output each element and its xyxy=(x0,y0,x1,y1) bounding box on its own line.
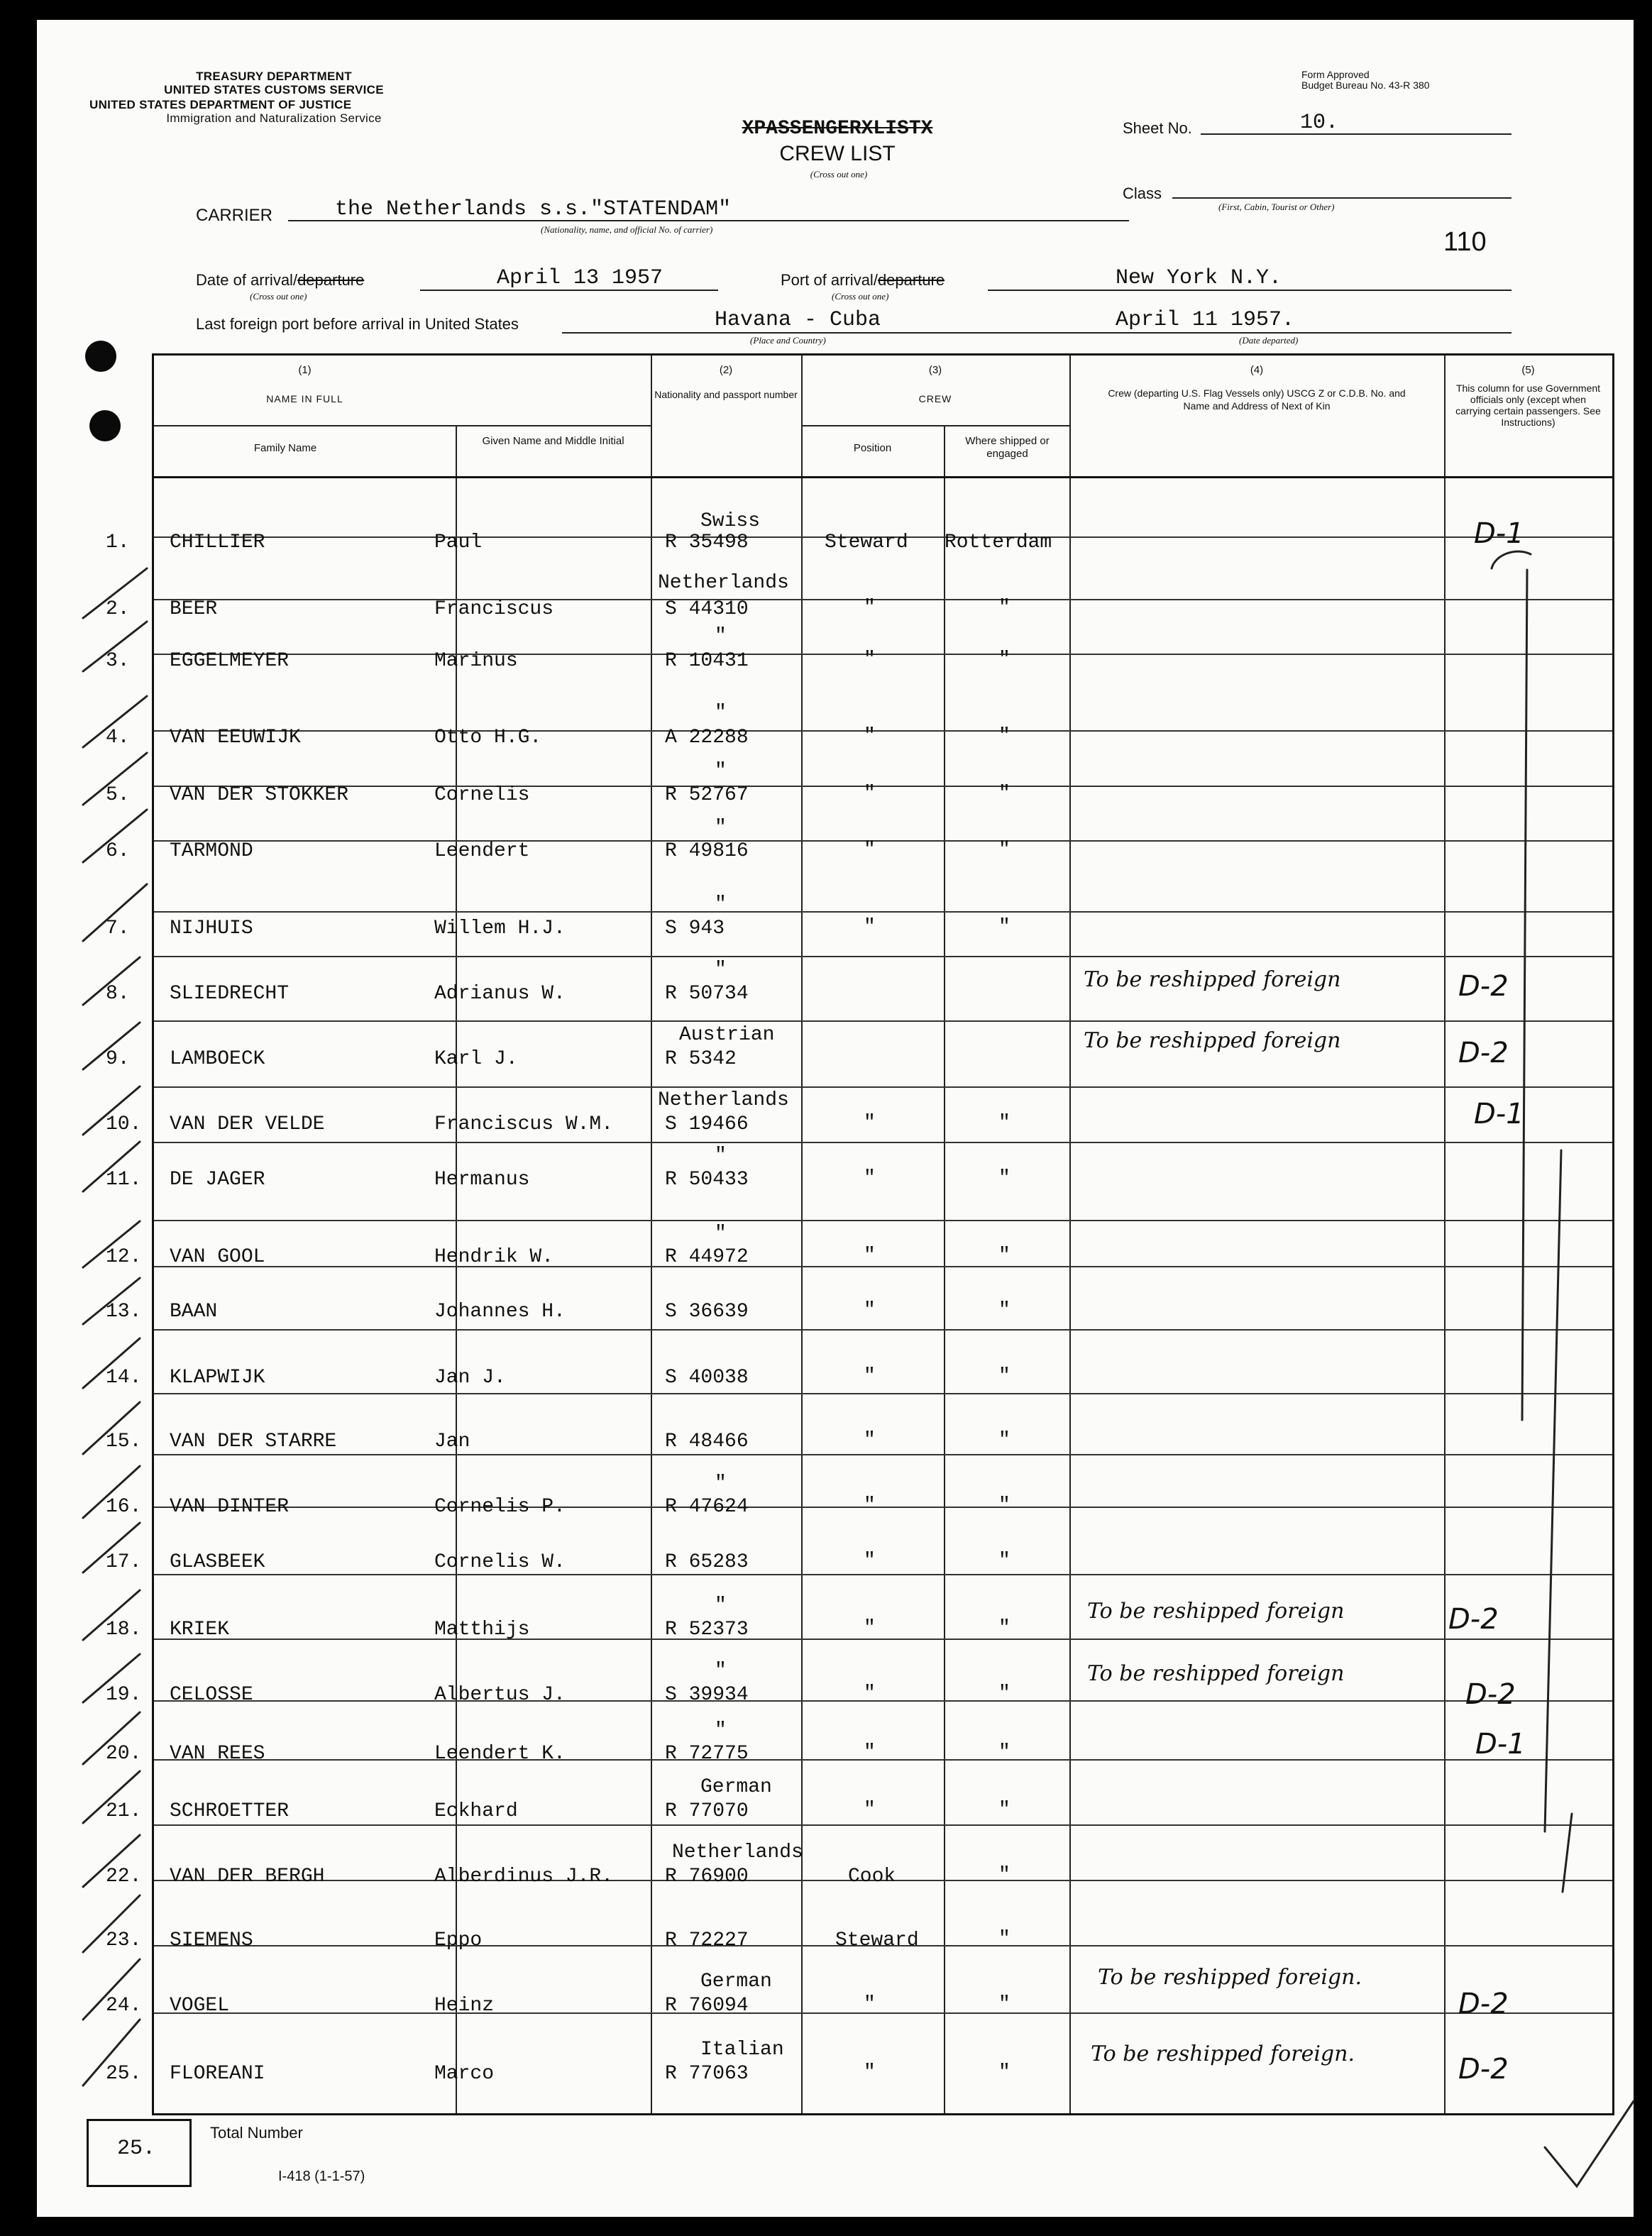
sheet-no-label: Sheet No. xyxy=(1123,119,1192,137)
form-title: CREW LIST xyxy=(779,142,896,165)
port-of-arrival-label: Port of arrival/departure xyxy=(781,271,945,289)
port-of-arrival-value: New York N.Y. xyxy=(1116,266,1282,290)
place-caption: (Place and Country) xyxy=(750,335,826,346)
where-shipped-header: Where shipped or engaged xyxy=(965,435,1050,460)
col4-header: (4) Crew (departing U.S. Flag Vessels only) USCG Z or C.D.B. No. and Name and Address of Next of Kin xyxy=(1108,364,1406,412)
ins-label: Immigration and Naturalization Service xyxy=(166,111,382,125)
col2-header: (2) Nationality and passport number xyxy=(654,364,798,400)
date-cross-caption: (Cross out one) xyxy=(250,291,307,302)
port-cross-caption: (Cross out one) xyxy=(832,291,889,302)
carrier-caption: (Nationality, name, and official No. of carrier) xyxy=(541,224,713,235)
date-departed-value: April 11 1957. xyxy=(1116,308,1295,332)
treasury-label: TREASURY DEPARTMENT xyxy=(196,70,352,83)
crew-table: (1) NAME IN FULL Family Name Given Name and Middle Initial (2) Nationality and passport number (3) CREW Position Where shipped or engaged (4) Crew (departing U.S. Flag Vessels only) USCG Z or C.D.B. No. and Name and Address of Next of Kin (5) This column for use Government officials only (except when carrying certain passengers. See Instructions) 1. CHILLIER Paul Swiss R 35498 Steward Rotterdam D-1 2. BEER Franciscus Netherlands S 44310 " " 3. EGGELMEYER Marinus " R 10431 " " 4. VAN EEUWIJK Otto H.G. " A 22288 " " 5. VAN DER STOKKER Cornelis " R 52767 " " 6. TARMOND Leendert " R 49816 " " 7. NIJHUIS Willem H.J. " S 943 " " 8. SLIEDRECHT Adrianus W. " R 50734 To be reshipped foreign D-2 9. LAMBOECK Karl J. Austrian R 5342 To be reshipped foreign D-2 10. VAN DER VELDE Franciscus W.M. Netherlands S 19466 " " D-1 11. DE JAGER Hermanus " R 50433 " " 12. VAN GOOL Hendrik W. " R 44972 " " 13. BAAN Johannes H. S 36639 " " 14. KLAPWIJK Jan J. S 40038 " " 15. VAN DER STARRE Jan R 48466 " " 16. VAN DINTER Cornelis P. " R 47624 " " 17. GLASBEEK Cornelis W. R 65283 " " 18. KRIEK Matthijs " R 52373 " " To be reshipped foreign D-2 19. CELOSSE Albertus J. " S 39934 " " To be reshipped foreign D-2 20. VAN REES Leendert K. " R 72775 " " D-1 21. SCHROETTER Eckhard German R 77070 " " 22. VAN DER BERGH Alberdinus J.R. Netherlands R 76900 Cook " 23. SIEMENS Eppo R 72227 Steward " 24. VOGEL Heinz German R 76094 " " To be reshipped foreign. D-2 25. FLOREANI Marco Italian R 77063 " " To be reshipped foreign. D-2 xyxy=(152,353,1614,2115)
crew-header: CREW xyxy=(918,393,952,404)
col3-number: (3) xyxy=(928,364,942,376)
last-port-value: Havana - Cuba xyxy=(715,308,881,332)
passenger-list-crossed: XPASSENGERXLISTX xyxy=(742,118,933,140)
position-header: Position xyxy=(853,442,892,454)
given-name-header: Given Name and Middle Initial xyxy=(482,435,624,447)
date-departed-caption: (Date departed) xyxy=(1239,335,1299,346)
total-number-label: Total Number xyxy=(210,2124,303,2142)
sheet-no-value: 10. xyxy=(1300,111,1339,135)
punch-hole xyxy=(85,341,116,372)
agency-header xyxy=(89,70,458,125)
date-of-arrival-label: Date of arrival/departure xyxy=(196,271,365,289)
customs-label: UNITED STATES CUSTOMS SERVICE xyxy=(164,83,384,97)
col1-header: NAME IN FULL xyxy=(266,393,343,404)
pencil-marks xyxy=(154,356,1612,2113)
form-page xyxy=(37,20,1634,2217)
class-label: Class xyxy=(1123,185,1162,202)
justice-label: UNITED STATES DEPARTMENT OF JUSTICE xyxy=(89,98,352,111)
last-port-label: Last foreign port before arrival in United States xyxy=(196,315,519,333)
class-caption: (First, Cabin, Tourist or Other) xyxy=(1218,202,1335,212)
form-approved: Form Approved Budget Bureau No. 43-R 380 xyxy=(1301,69,1430,91)
form-number: I-418 (1-1-57) xyxy=(278,2169,365,2184)
col1-number: (1) xyxy=(298,364,312,376)
page-number-110: 110 xyxy=(1443,227,1487,257)
total-number-value: 25. xyxy=(117,2137,156,2161)
col5-header: (5) This column for use Government officials only (except when carrying certain passengers. See Instructions) xyxy=(1455,364,1601,428)
carrier-label: CARRIER xyxy=(196,206,273,225)
carrier-value: the Netherlands s.s."STATENDAM" xyxy=(335,197,732,221)
family-name-header: Family Name xyxy=(253,442,317,454)
cross-out-caption: (Cross out one) xyxy=(810,169,868,180)
punch-hole xyxy=(89,410,121,441)
date-of-arrival-value: April 13 1957 xyxy=(497,266,663,290)
total-number-box xyxy=(87,2119,192,2187)
